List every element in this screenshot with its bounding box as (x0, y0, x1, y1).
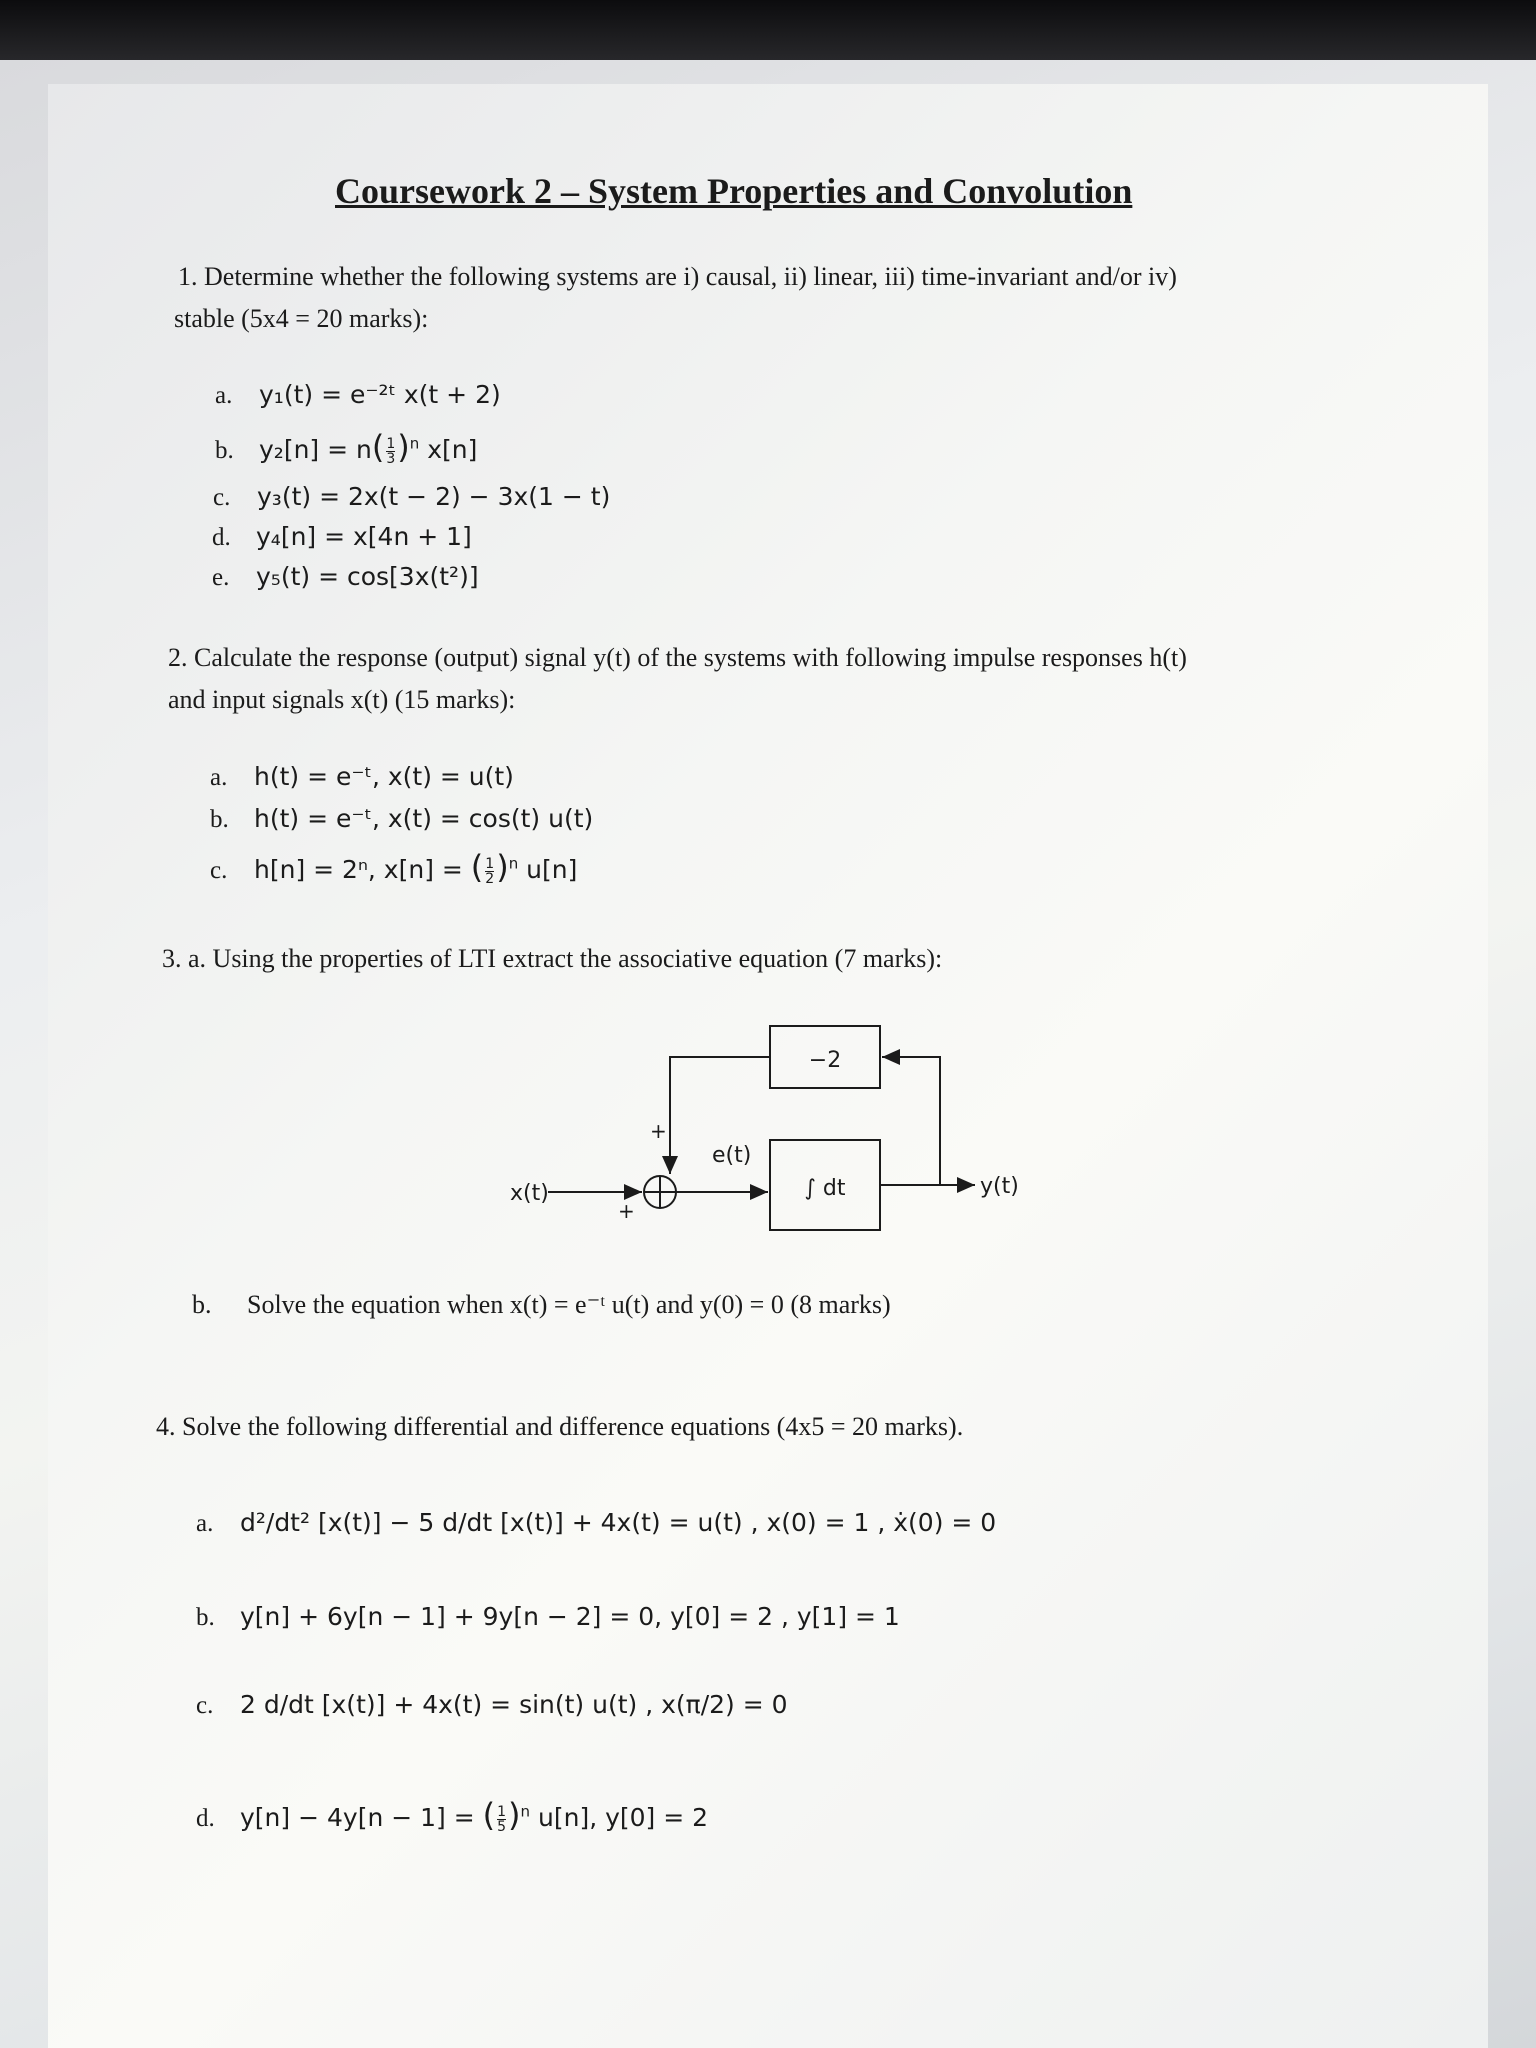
exponent: n (508, 854, 519, 873)
item-label: d. (196, 1805, 215, 1832)
equation: y₁(t) = e⁻²ᵗ x(t + 2) (259, 380, 501, 409)
equation-pre: y₂[n] = n (259, 435, 372, 464)
equation: y₄[n] = x[4n + 1] (256, 522, 472, 551)
equation-post: x[n] (427, 435, 478, 464)
q1-item-e (212, 562, 479, 592)
item-label: a. (215, 382, 233, 409)
input-label: x(t) (510, 1181, 549, 1206)
part-b-text: Solve the equation when x(t) = e⁻ᵗ u(t) and y(0) = 0 (8 marks) (247, 1290, 891, 1319)
item-label: b. (196, 1604, 215, 1631)
item-label: b. (215, 437, 234, 464)
integrator-label: ∫ dt (804, 1176, 846, 1201)
fraction: $\frac{1}{2}$ (485, 855, 495, 887)
equation: 2 d/dt [x(t)] + 4x(t) = sin(t) u(t) , x(π/2) = 0 (240, 1690, 788, 1719)
q1-item-b: b. y₂[n] = n( $\frac{1}{3}$ )$^n$ x[n] (215, 428, 478, 467)
exponent: n (409, 434, 420, 453)
q2-prompt-line2: and input signals x(t) (15 marks): (168, 685, 516, 714)
item-label: b. (210, 806, 229, 833)
q1-item-c (213, 482, 610, 512)
q2-item-b (210, 804, 593, 834)
item-label: c. (210, 857, 228, 884)
item-label: e. (212, 564, 230, 591)
gain-label: −2 (808, 1048, 842, 1073)
equation: y₃(t) = 2x(t − 2) − 3x(1 − t) (257, 482, 611, 511)
q4-item-a (196, 1508, 996, 1538)
q2-item-c: c. h[n] = 2ⁿ, x[n] = ( $\frac{1}{2}$ )$^n$ u[n] (210, 848, 578, 887)
q1-prompt-line2: stable (5x4 = 20 marks): (174, 304, 429, 333)
q1-item-a (215, 380, 501, 410)
fraction: $\frac{1}{3}$ (386, 435, 396, 467)
item-label: c. (213, 484, 231, 511)
item-label: a. (196, 1510, 214, 1537)
q2-prompt-line1: 2. Calculate the response (output) signal y(t) of the systems with following impulse responses h(t) (168, 643, 1187, 672)
feedback-path (882, 1057, 940, 1185)
fraction: $\frac{1}{5}$ (497, 1803, 507, 1835)
q2-item-a (210, 762, 514, 792)
equation-post: u[n], y[0] = 2 (538, 1803, 709, 1832)
item-label: d. (212, 524, 231, 551)
equation-pre: h[n] = 2ⁿ, x[n] = (254, 855, 471, 884)
page-title: Coursework 2 – System Properties and Convolution (335, 171, 1133, 211)
plus-bottom: + (618, 1199, 635, 1223)
error-label: e(t) (712, 1143, 752, 1168)
item-label: c. (196, 1692, 214, 1719)
equation: y[n] + 6y[n − 1] + 9y[n − 2] = 0, y[0] = 2 , y[1] = 1 (240, 1602, 900, 1631)
q4-item-b (196, 1602, 900, 1632)
equation: y₅(t) = cos[3x(t²)] (256, 562, 479, 591)
q1-item-d (212, 522, 472, 552)
q4-prompt: 4. Solve the following differential and difference equations (4x5 = 20 marks). (156, 1412, 964, 1441)
equation: d²/dt² [x(t)] − 5 d/dt [x(t)] + 4x(t) = u(t) , x(0) = 1 , ẋ(0) = 0 (240, 1508, 997, 1537)
plus-top: + (650, 1119, 667, 1143)
equation: h(t) = e⁻ᵗ, x(t) = u(t) (254, 762, 514, 791)
equation-post: u[n] (526, 855, 578, 884)
q3-part-a: 3. a. Using the properties of LTI extract the associative equation (7 marks): (162, 944, 943, 973)
q3-part-b (192, 1290, 891, 1320)
q1-prompt-line1: 1. Determine whether the following systems are i) causal, ii) linear, iii) time-invariant and/or iv) (178, 262, 1177, 291)
q4-item-d: d. y[n] − 4y[n − 1] = ( $\frac{1}{5}$ )$^n$ u[n], y[0] = 2 (196, 1796, 709, 1835)
item-label: a. (210, 764, 228, 791)
screen-top-bezel (0, 0, 1536, 66)
q4-item-c (196, 1690, 788, 1720)
equation: h(t) = e⁻ᵗ, x(t) = cos(t) u(t) (254, 804, 594, 833)
equation-pre: y[n] − 4y[n − 1] = (240, 1803, 483, 1832)
output-label: y(t) (980, 1174, 1019, 1199)
block-diagram (480, 1010, 1100, 1250)
item-label: b. (192, 1290, 212, 1319)
exponent: n (520, 1802, 531, 1821)
